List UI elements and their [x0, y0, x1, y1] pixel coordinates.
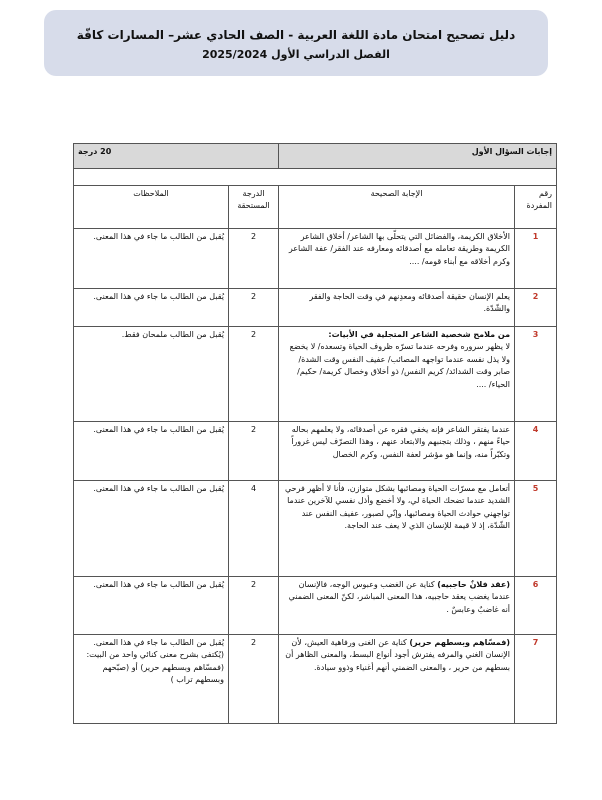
table-row — [74, 635, 557, 724]
table-row — [74, 327, 557, 422]
item-answer-title: من ملامح شخصية الشاعر المتجلية في الأبيات: — [328, 330, 511, 339]
item-number: 1 — [515, 229, 557, 289]
item-answer-title: (عقد فلانٌ حاجبيه) — [437, 580, 511, 589]
item-answer: يعلم الإنسان حقيقة أصدقائه ومعدِنهم في وقت الحاجة والفقر والشّدّة. — [279, 289, 515, 327]
item-number: 7 — [515, 635, 557, 724]
item-number: 5 — [515, 481, 557, 577]
item-degree: 2 — [229, 327, 279, 422]
item-notes: يُقبل من الطالب ما جاء في هذا المعنى. — [74, 229, 229, 289]
item-notes-extra: (يُكتفى بشرح معنى كنائي واحد من البيت: (فمسّاهم وبسطهم حرير) أو (صبّحهم وبسطهم تراب ) — [86, 650, 225, 685]
item-notes: يُقبل من الطالب ملمحان فقط. — [74, 327, 229, 422]
item-notes-text: يُقبل من الطالب ما جاء في هذا المعنى. — [93, 638, 225, 647]
item-answer-text: كناية عن الغضب وعبوس الوجه، فالإنسان عندما يغضب يعقد حاجبيه، هذا المعنى المباشر، لكنّ المعنى الضمني أنه غاضبٌ وعابسٌ . — [288, 580, 511, 614]
col-degree-header: الدرجة المستحقة — [229, 186, 279, 229]
item-number: 6 — [515, 577, 557, 635]
item-notes — [74, 635, 229, 724]
table-row — [74, 577, 557, 635]
item-number: 2 — [515, 289, 557, 327]
exam-header — [44, 10, 548, 76]
question-title: إجابات السؤال الأول — [279, 144, 557, 169]
item-notes: يُقبل من الطالب ما جاء في هذا المعنى. — [74, 577, 229, 635]
item-answer — [279, 577, 515, 635]
item-answer-text: كناية عن الغنى ورفاهية العيش، لأن الإنسان الغني والمرفه يفترش أجود أنواع البسط، والمعنى الظاهر أن بسطهم من حرير ، والمعنى الضمني أنهم أغنياء وذوو سيادة. — [285, 638, 511, 672]
item-number: 3 — [515, 327, 557, 422]
table-row — [74, 229, 557, 289]
blank-row — [74, 169, 557, 186]
item-notes: يُقبل من الطالب ما جاء في هذا المعنى. — [74, 422, 229, 481]
item-answer — [279, 635, 515, 724]
item-answer — [279, 327, 515, 422]
question-degree: 20 درجة — [74, 144, 279, 169]
header-subtitle: الفصل الدراسي الأول 2025/2024 — [202, 48, 390, 61]
item-answer: عندما يفتقر الشاعر فإنه يخفي فقره عن أصدقائه، ولا يعلمهم بحاله حياءً منهم ، وذلك بتجنبهم والابتعاد عنهم ، وهذا التصرّف ليس غروراً وتكبّراً منه، وإنما هو مؤشر لعفة النفس، وكرم الخصال — [279, 422, 515, 481]
question-header-row — [74, 144, 557, 169]
col-answer-header: الإجابة الصحيحة — [279, 186, 515, 229]
item-degree: 2 — [229, 577, 279, 635]
col-notes-header: الملاحظات — [74, 186, 229, 229]
table-row — [74, 289, 557, 327]
column-header-row — [74, 186, 557, 229]
item-degree: 2 — [229, 422, 279, 481]
item-degree: 2 — [229, 635, 279, 724]
answer-table — [73, 143, 557, 724]
item-degree: 4 — [229, 481, 279, 577]
header-title: دليل تصحيح امتحان مادة اللغة العربية - الصف الحادي عشر– المسارات كافّة — [76, 28, 516, 42]
item-answer-text: لا يظهر سروره وفرحه عندما تسرّه ظروف الحياة وتسعده/ لا يخضع ولا يذل نفسه عندما تواجهه المصائب/ عفيف النفس وقت الشدة/ صابر وقت الشدائد/ كريم النفس/ ذو أخلاق وخصال كريمة/ حكيم/ الحياء/ .... — [289, 342, 511, 389]
item-degree: 2 — [229, 229, 279, 289]
item-number: 4 — [515, 422, 557, 481]
item-degree: 2 — [229, 289, 279, 327]
table-row — [74, 422, 557, 481]
item-answer-title: (فمسّاهم وبسطهم حرير) — [409, 638, 511, 647]
table-row — [74, 481, 557, 577]
item-notes: يُقبل من الطالب ما جاء في هذا المعنى. — [74, 481, 229, 577]
item-answer: الأخلاق الكريمة، والفضائل التي يتحلّى بها الشاعر/ أخلاق الشاعر الكريمة وطريقة تعامله مع أصدقائه ومعارفه عند الفقر/ عفة الشاعر وكرم أخلاقه مع أبناء قومه/ .... — [279, 229, 515, 289]
col-num-header: رقم المفردة — [515, 186, 557, 229]
item-answer: أتعامل مع مسرّات الحياة ومصائبها بشكل متوازن، فأنا لا أظهر فرحي الشديد عندما تضحك الحياة لي، ولا أخضع وأذل نفسي للآخرين عندما تواجهني حوادث الحياة ومصائبها، وإنّي لصبور، عفيف النفس عند الشّدّة، إذ لا قيمة للإنسان الذي لا يعف عند الحاجة. — [279, 481, 515, 577]
item-notes: يُقبل من الطالب ما جاء في هذا المعنى. — [74, 289, 229, 327]
